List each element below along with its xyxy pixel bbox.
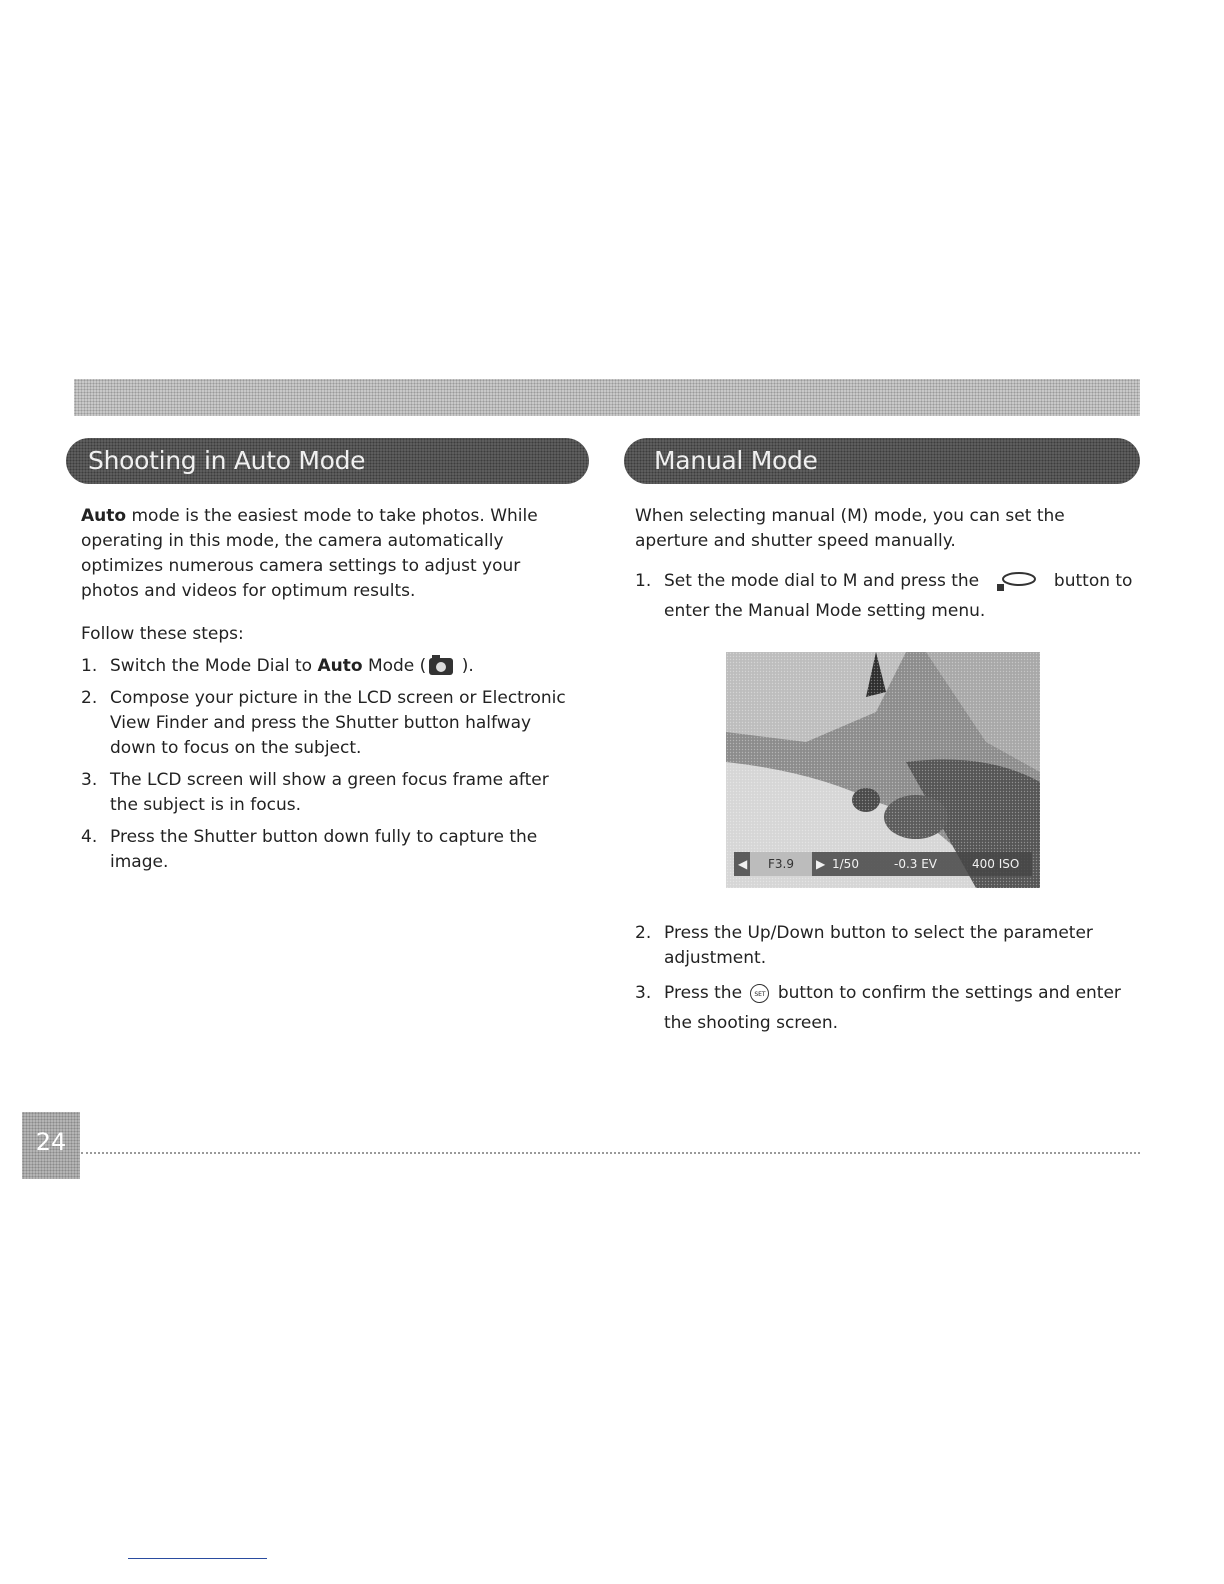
shutter-value: 1/50: [832, 857, 859, 871]
list-item: [635, 921, 1140, 971]
step-number: 4.: [81, 827, 98, 847]
list-item: [81, 825, 581, 875]
manual-steps-list-a: [635, 566, 1140, 626]
lcd-settings-bar: [734, 852, 1032, 876]
section-title-auto-mode: Shooting in Auto Mode: [66, 438, 589, 484]
list-item: [635, 566, 1140, 626]
footer-divider: [81, 1152, 1140, 1154]
step-text: Mode (: [362, 656, 427, 676]
step-text: Press the Shutter button down fully to capture the image.: [110, 827, 538, 872]
page-number: 24: [22, 1112, 80, 1179]
auto-word: Auto: [81, 506, 127, 526]
header-band: [74, 379, 1140, 416]
iso-value: 400 ISO: [972, 857, 1020, 871]
step-number: 1.: [635, 571, 652, 591]
lcd-screen-illustration: [726, 652, 1040, 888]
step-number: 2.: [81, 688, 98, 708]
auto-steps-list: [81, 654, 581, 875]
command-dial-icon: [989, 570, 1045, 592]
set-button-icon: SET: [750, 984, 769, 1003]
right-arrow-icon: ▶: [816, 857, 826, 871]
list-item: [635, 978, 1140, 1038]
list-item: [81, 686, 581, 761]
step-text: Switch the Mode Dial to: [110, 656, 318, 676]
auto-mode-column: [81, 504, 581, 882]
manual-steps-continued: [635, 921, 1140, 1045]
step-number: 3.: [635, 983, 652, 1003]
aperture-value: F3.9: [750, 852, 812, 876]
camera-icon: [429, 658, 453, 675]
auto-intro-text: mode is the easiest mode to take photos. While operating in this mode, the camera automatically optimizes numerous camera settings to adjust your photos and videos for optimum results.: [81, 506, 538, 601]
manual-mode-intro: When selecting manual (M) mode, you can set the aperture and shutter speed manually.: [635, 506, 1065, 551]
step-text: Compose your picture in the LCD screen or Electronic View Finder and press the Shutter button halfway down to focus on the subject.: [110, 688, 566, 758]
section-title-manual-mode: Manual Mode: [624, 438, 1140, 484]
list-item: [81, 768, 581, 818]
auto-mode-intro: [81, 504, 581, 604]
manual-steps-list-b: [635, 921, 1140, 1038]
step-text: button to confirm the settings and enter the shooting screen.: [664, 983, 1121, 1033]
left-arrow-icon: ◀: [738, 857, 748, 871]
step-bold: Auto: [317, 656, 363, 676]
step-number: 3.: [81, 770, 98, 790]
steps-heading: Follow these steps:: [81, 624, 244, 644]
list-item: [81, 654, 581, 679]
footer-link-line: [128, 1558, 267, 1559]
ev-value: -0.3 EV: [894, 857, 938, 871]
manual-mode-column: [635, 504, 1140, 633]
step-number: 2.: [635, 923, 652, 943]
step-text: button to enter the Manual Mode setting menu.: [664, 571, 1133, 621]
step-text: Press the Up/Down button to select the parameter adjustment.: [664, 923, 1093, 968]
step-number: 1.: [81, 656, 98, 676]
step-text: Set the mode dial to M and press the: [664, 571, 985, 591]
step-text: The LCD screen will show a green focus frame after the subject is in focus.: [110, 770, 549, 815]
step-text: ).: [456, 656, 474, 676]
step-text: Press the: [664, 983, 748, 1003]
